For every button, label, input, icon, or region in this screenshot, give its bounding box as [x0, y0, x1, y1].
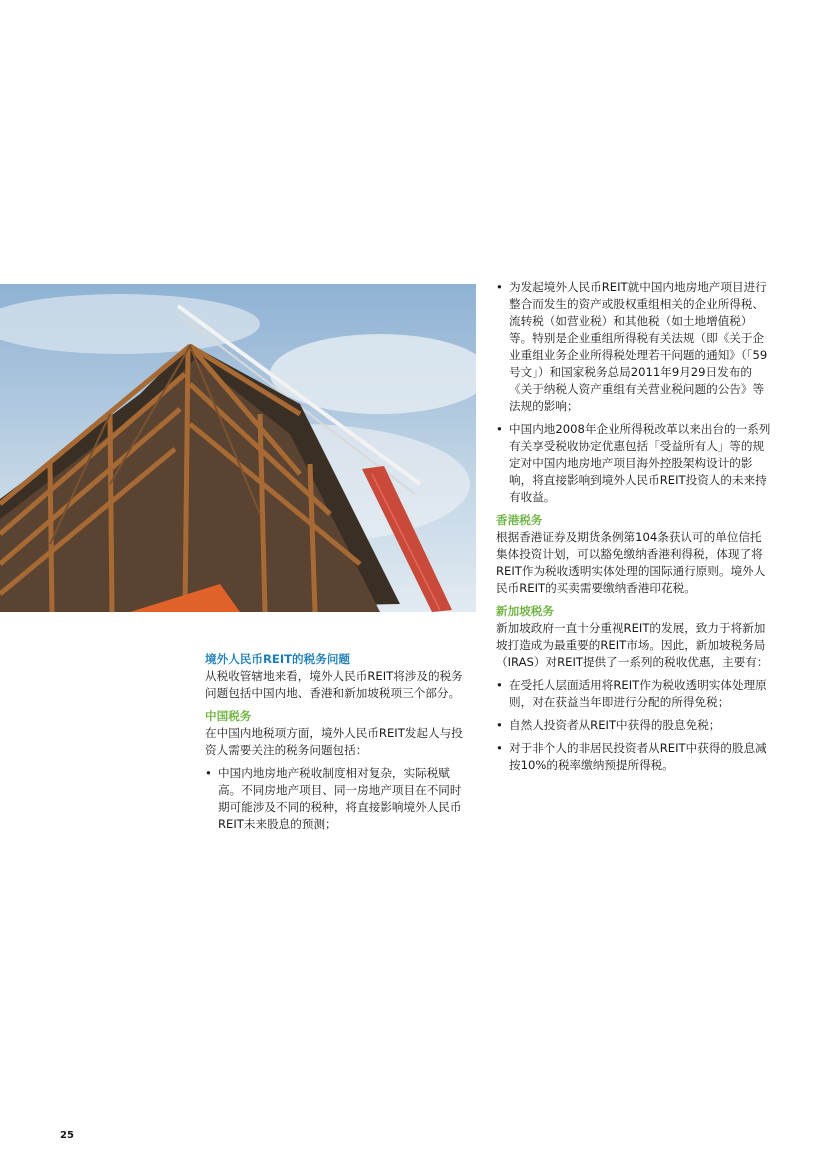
list-item: • 在受托人层面适用将REIT作为税收透明实体处理原则，对在获益当年即进行分配的所得免税；	[496, 677, 772, 711]
sg-tax-list	[496, 677, 772, 774]
sg-tax-paragraph: 新加坡政府一直十分重视REIT的发展，致力于将新加坡打造成为最重要的REIT市场。因此，新加坡税务局（IRAS）对REIT提供了一系列的税收优惠，主要有：	[496, 621, 769, 669]
hk-tax-paragraph: 根据香港证券及期货条例第104条获认可的单位信托集体投资计划，可以豁免缴纳香港利得税，体现了将REIT作为税收透明实体处理的国际通行原则。境外人民币REIT的买卖需要缴纳香港印花税。	[496, 530, 766, 595]
page-number: 25	[60, 1130, 74, 1141]
china-tax-list	[205, 765, 473, 833]
right-column	[496, 279, 772, 780]
list-item: • 中国内地2008年企业所得税改革以来出台的一系列有关享受税收协定优惠包括「受益所有人」等的规定对中国内地房地产项目海外控股架构设计的影响，将直接影响到境外人民币REIT投资人的未来持有收益。	[496, 421, 772, 506]
list-item: • 对于非个人的非居民投资者从REIT中获得的股息减按10%的税率缴纳预提所得税。	[496, 740, 772, 774]
hk-tax-heading: 香港税务	[496, 513, 543, 527]
left-column	[205, 651, 473, 839]
sg-tax-heading: 新加坡税务	[496, 604, 554, 618]
list-item: • 自然人投资者从REIT中获得的股息免税；	[496, 717, 772, 734]
section-title: 境外人民币REIT的税务问题	[205, 652, 351, 666]
intro-paragraph: 从税收管辖地来看，境外人民币REIT将涉及的税务问题包括中国内地、香港和新加坡税项三个部分。	[205, 669, 463, 700]
list-item: • 为发起境外人民币REIT就中国内地房地产项目进行整合而发生的资产或股权重组相关的企业所得税、流转税（如营业税）和其他税（如土地增值税）等。特别是企业重组所得税有关法规（即《关于企业重组业务企业所得税处理若干问题的通知》（「59号文」）和国家税务总局2011年9月29日发布的《关于纳税人资产重组有关营业税问题的公告》等法规的影响；	[496, 279, 772, 415]
china-tax-intro: 在中国内地税项方面，境外人民币REIT发起人与投资人需要关注的税务问题包括：	[205, 726, 463, 757]
list-item: • 中国内地房地产税收制度相对复杂，实际税赋高。不同房地产项目、同一房地产项目在不同时期可能涉及不同的税种，将直接影响境外人民币REIT未来股息的预测；	[205, 765, 473, 833]
china-tax-list-continued	[496, 279, 772, 506]
construction-photo	[0, 284, 476, 612]
china-tax-heading: 中国税务	[205, 709, 252, 723]
